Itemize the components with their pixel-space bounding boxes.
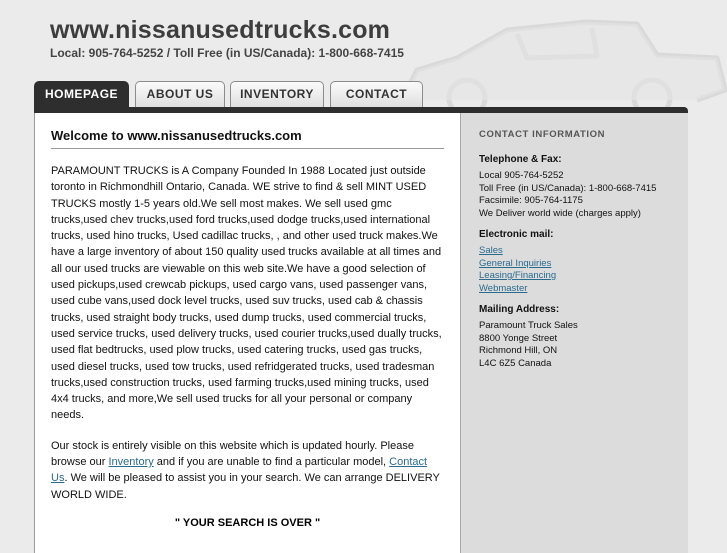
phone-heading: Telephone & Fax: [479, 154, 562, 165]
delivery-note: We Deliver world wide (charges apply) [479, 207, 641, 219]
email-heading: Electronic mail: [479, 229, 554, 240]
stock-text-1: Our stock is entirely visible on this website which is updated hourly. Please browse our [51, 439, 414, 469]
address-line: Paramount Truck Sales [479, 320, 578, 331]
tab-homepage[interactable]: HOMEPAGE [34, 81, 129, 110]
inventory-link[interactable]: Inventory [108, 456, 154, 469]
header-phone-numbers: Local: 905-764-5252 / Toll Free (in US/Canada): 1-800-668-7415 [50, 46, 404, 60]
truck-silhouette-icon [397, 0, 727, 110]
contact-us-link[interactable]: Contact Us [51, 456, 428, 485]
stock-text-3: . We will be pleased to assist you in your search. We can arrange DELIVERY WORLD WIDE. [51, 472, 440, 501]
search-over-tagline: " YOUR SEARCH IS OVER " [174, 516, 321, 529]
content-area [34, 113, 688, 553]
address-heading: Mailing Address: [479, 304, 560, 315]
stock-text-2: and if you are unable to find a particular model, [153, 456, 390, 469]
sidebar-title: CONTACT INFORMATION [479, 129, 606, 140]
address-line: Richmond Hill, ON [479, 345, 558, 356]
phone-local: Local 905-764-5252 [479, 170, 564, 181]
email-link-leasing-financing[interactable]: Leasing/Financing [479, 270, 557, 281]
email-link-sales[interactable]: Sales [479, 245, 503, 256]
contact-sidebar [460, 113, 688, 553]
email-link-webmaster[interactable]: Webmaster [479, 282, 528, 294]
tab-about-us[interactable]: ABOUT US [135, 81, 225, 108]
main-column [51, 113, 444, 529]
tab-inventory[interactable]: INVENTORY [230, 81, 324, 108]
address-line: L4C 6Z5 Canada [479, 357, 552, 369]
phone-toll-free: Toll Free (in US/Canada): 1-800-668-7415 [479, 182, 657, 194]
welcome-heading: Welcome to www.nissanusedtrucks.com [51, 128, 444, 149]
intro-paragraph: PARAMOUNT TRUCKS is A Company Founded In 1988 Located just outside toronto in Richmondhill Ontario, Canada. WE strive to find & sell MINT USED TRUCKS mostly 1-5 years old.We sell most makes. We sell used gmc trucks,used chev trucks,used ford trucks,used dodge trucks,used international trucks, used hino trucks, Used cadillac trucks, , and other used truck makes.We have a large inventory of about 150 quality used trucks available at all times and all our used trucks are viewable on this web site.We have a good selection of used pickups,used crewcab pickups, used cargo vans, used passenger vans, used cube vans,used dock level trucks, used suv trucks, used cab & chassis trucks, used straight body trucks, used dump trucks, used commercial trucks, used service trucks, used delivery trucks, used courier trucks,used dually trucks, used flat bedtrucks, used plow trucks, used catering trucks, used gas trucks, used diesel trucks, used tow trucks, used refridgerated trucks, used tradesman trucks,used construction trucks, used farming trucks,used mining trucks, used 4x4 trucks, and more,We sell used trucks for all your personal or company needs. [51, 165, 442, 422]
stock-paragraph [51, 438, 444, 503]
email-link-general-inquiries[interactable]: General Inquiries [479, 257, 552, 269]
address-line: 8800 Yonge Street [479, 332, 558, 344]
phone-fax: Facsimile: 905-764-1175 [479, 195, 583, 206]
site-title: www.nissanusedtrucks.com [50, 16, 391, 44]
tab-contact[interactable]: CONTACT [330, 81, 423, 108]
